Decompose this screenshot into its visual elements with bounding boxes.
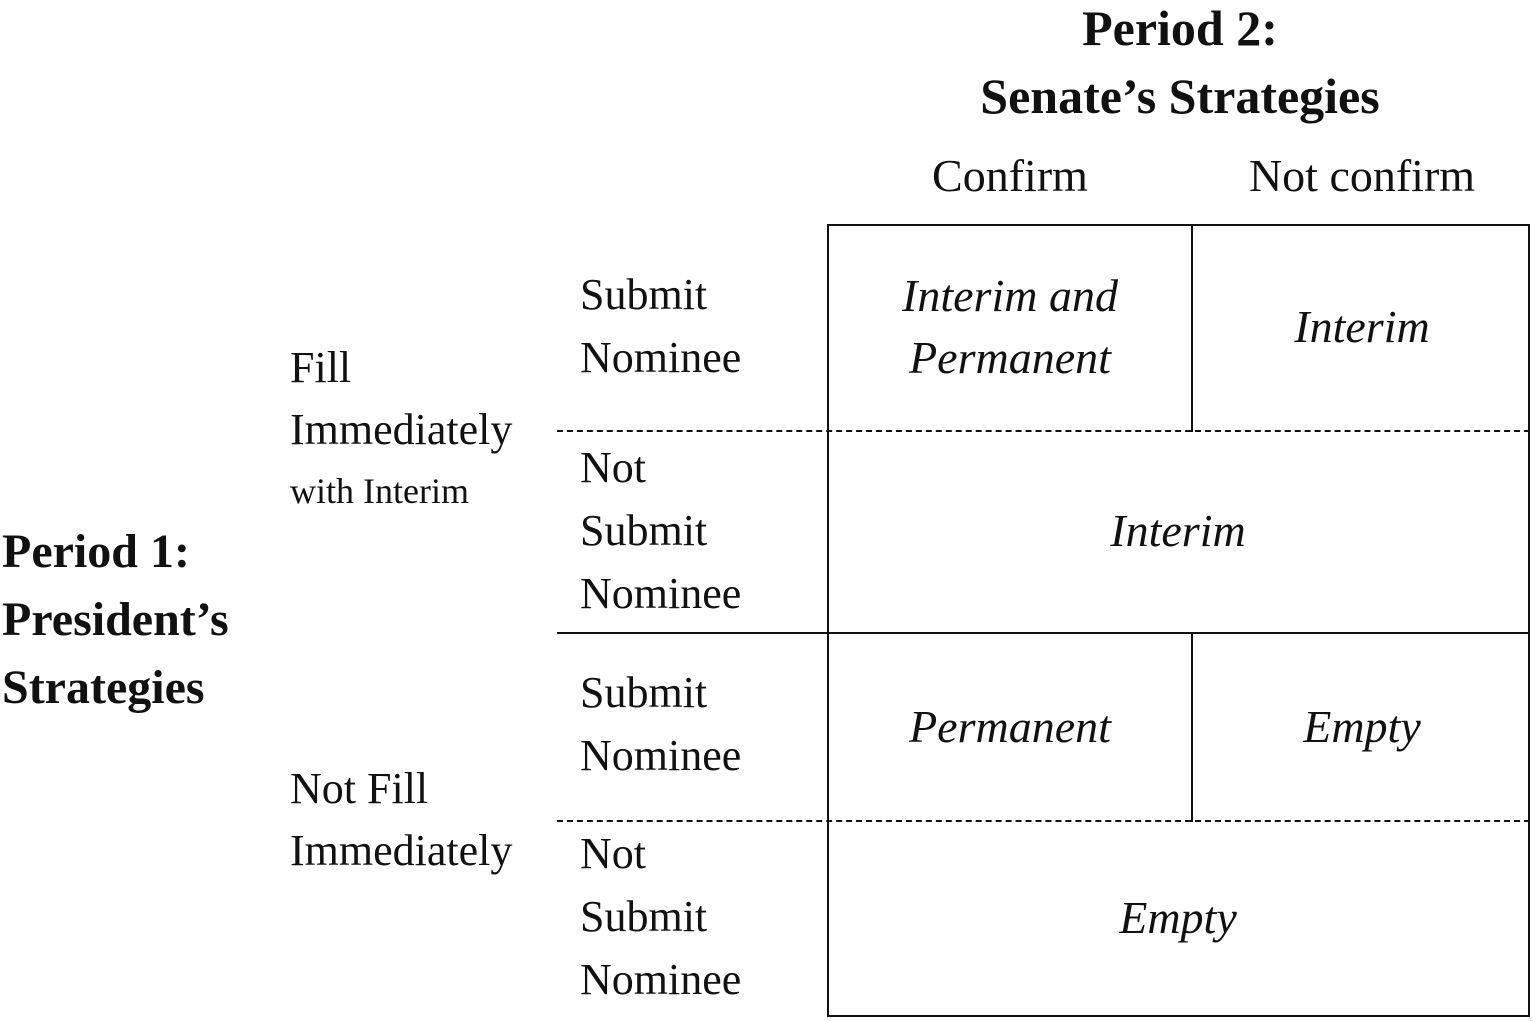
solid-separator-middle <box>557 632 1530 634</box>
action-line-1: Not <box>580 443 646 492</box>
strategy-fill-line-2: Immediately <box>290 405 513 454</box>
grid-left-border <box>827 224 829 1017</box>
strategy-fill-line-1: Fill <box>290 343 352 392</box>
action-line-1: Not <box>580 829 646 878</box>
dashed-separator-upper <box>557 430 1530 432</box>
period-2-title-line-2: Senate’s Strategies <box>980 68 1380 124</box>
action-line-2: Submit <box>580 892 708 941</box>
strategy-not-fill-immediately <box>290 758 512 882</box>
action-submit-nominee-2 <box>580 661 741 787</box>
strategy-not-fill-line-1: Not Fill <box>290 764 429 813</box>
action-not-submit-nominee-1 <box>580 436 741 625</box>
dashed-separator-lower <box>557 820 1530 822</box>
action-not-submit-nominee-2 <box>580 822 741 1011</box>
outcome-line-2: Permanent <box>909 332 1111 383</box>
period-1-title-line-3: Strategies <box>2 661 205 714</box>
period-2-title <box>980 0 1379 130</box>
period-2-title-line-1: Period 2: <box>1082 0 1278 56</box>
action-line-1: Submit <box>580 668 708 717</box>
column-header-confirm: Confirm <box>932 150 1088 201</box>
outcome-interim-2: Interim <box>1110 505 1246 556</box>
grid-divider-row-3 <box>1191 633 1193 822</box>
action-line-3: Nominee <box>580 955 742 1004</box>
period-1-title-line-1: Period 1: <box>2 525 190 578</box>
strategy-fill-line-3: with Interim <box>290 471 469 511</box>
grid-bottom-border <box>828 1015 1530 1017</box>
period-1-title-line-2: President’s <box>2 593 229 646</box>
action-line-2: Submit <box>580 506 708 555</box>
action-line-3: Nominee <box>580 569 742 618</box>
outcome-empty-1: Empty <box>1303 701 1421 752</box>
action-submit-nominee-1 <box>580 263 741 389</box>
outcome-interim-1: Interim <box>1294 301 1430 352</box>
grid-right-border <box>1528 224 1530 1017</box>
outcome-permanent: Permanent <box>909 701 1111 752</box>
outcome-line-1: Interim and <box>902 270 1118 321</box>
period-1-title <box>2 518 229 722</box>
action-line-1: Submit <box>580 270 708 319</box>
grid-top-border <box>828 224 1530 226</box>
outcome-interim-and-permanent <box>902 265 1118 389</box>
column-header-not-confirm: Not confirm <box>1248 150 1476 201</box>
outcome-empty-2: Empty <box>1119 892 1237 943</box>
action-line-2: Nominee <box>580 333 742 382</box>
grid-divider-row-1 <box>1191 224 1193 432</box>
action-line-2: Nominee <box>580 731 742 780</box>
strategy-not-fill-line-2: Immediately <box>290 826 513 875</box>
strategy-fill-immediately <box>290 337 512 521</box>
